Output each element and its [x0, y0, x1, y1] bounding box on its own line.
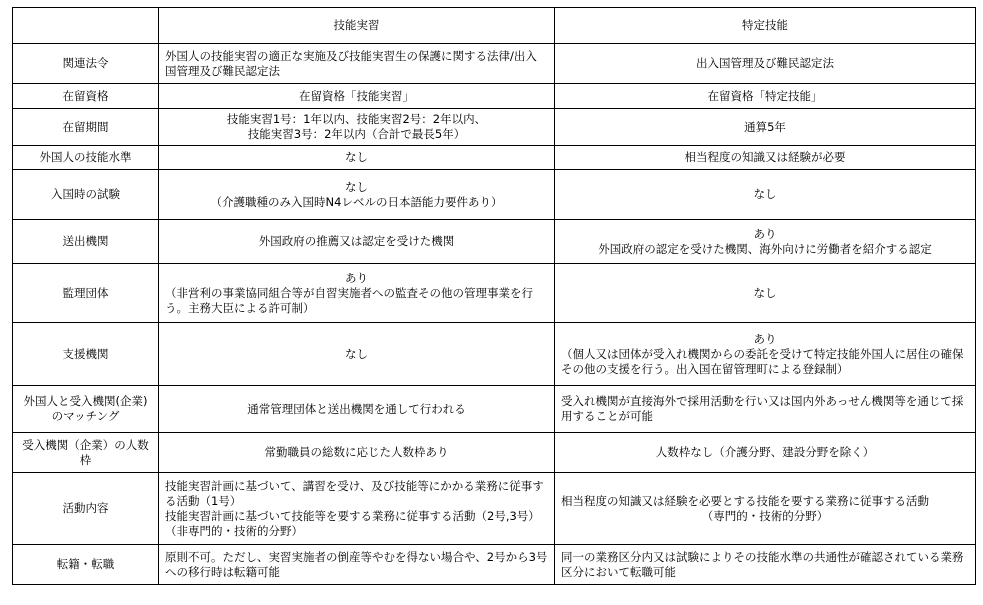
cell-quota-intern: 常勤職員の総数に応じた人数枠あり [159, 433, 555, 473]
table-row [13, 44, 976, 84]
cell-job-change-skilled: 同一の業務区分内又は試験によりその技能水準の共通性が確認されている業務区分において転職可能 [555, 545, 976, 585]
table-row [13, 220, 976, 264]
sending-org-line-2: 外国政府の認定を受けた機関、海外向けに労働者を紹介する認定 [598, 241, 932, 256]
cell-skill-level-intern: なし [159, 146, 555, 170]
support-org-line-2: （個人又は団体が受入れ機関からの委託を受けて特定技能外国人に居住の確保その他の支援を行う。出入国在留管理町による登録制） [561, 346, 964, 376]
table-row [13, 323, 976, 386]
cell-sending-org-intern: 外国政府の推薦又は認定を受けた機関 [159, 220, 555, 264]
table-row [13, 473, 976, 545]
table-row [13, 170, 976, 220]
sending-org-line-1: あり [753, 226, 777, 241]
cell-related-laws-intern: 外国人の技能実習の適正な実施及び技能実習生の保護に関する法律/出入国管理及び難民認定法 [159, 44, 555, 84]
cell-entry-exam-skilled: なし [555, 170, 976, 220]
row-label-support-org: 支援機関 [13, 323, 159, 386]
row-label-quota: 受入機関（企業）の人数枠 [13, 433, 159, 473]
entry-exam-line-1: なし [345, 179, 368, 194]
row-label-residence-status: 在留資格 [13, 84, 159, 109]
row-label-job-change: 転籍・転職 [13, 545, 159, 585]
cell-skill-level-skilled: 相当程度の知識又は経験が必要 [555, 146, 976, 170]
cell-period-of-stay-intern [159, 109, 555, 146]
cell-activities-skilled [555, 473, 976, 545]
supervising-org-line-1: あり [345, 270, 368, 285]
table-row [13, 146, 976, 170]
activities-intern-line-2: 技能実習計画に基づいて技能等を要する業務に従事する活動（2号,3号）（非専門的・技術的分野） [165, 508, 540, 538]
cell-supervising-org-skilled: なし [555, 264, 976, 323]
activities-skilled-line-2: （専門的・技術的分野） [701, 508, 829, 523]
table-row [13, 264, 976, 323]
cell-matching-intern: 通常管理団体と送出機関を通して行われる [159, 386, 555, 433]
table-row [13, 109, 976, 146]
row-label-supervising-org: 監理団体 [13, 264, 159, 323]
supervising-org-line-2: （非営利の事業協同組合等が自習実施者への監査その他の管理事業を行う。主務大臣による許可制） [165, 285, 533, 315]
cell-supervising-org-intern [159, 264, 555, 323]
table-row [13, 386, 976, 433]
period-line-2: 技能実習3号：2年以内（合計で最長5年） [247, 127, 466, 141]
row-label-sending-org: 送出機関 [13, 220, 159, 264]
cell-support-org-intern: なし [159, 323, 555, 386]
column-header-technical-intern: 技能実習 [159, 8, 555, 44]
row-label-skill-level: 外国人の技能水準 [13, 146, 159, 170]
table-row [13, 545, 976, 585]
header-corner-cell [13, 8, 159, 44]
table-header-row [13, 8, 976, 44]
support-org-line-1: あり [753, 331, 777, 346]
cell-support-org-skilled [555, 323, 976, 386]
table-row [13, 84, 976, 109]
cell-sending-org-skilled [555, 220, 976, 264]
cell-job-change-intern: 原則不可。ただし、実習実施者の倒産等やむを得ない場合や、2号から3号への移行時は転籍可能 [159, 545, 555, 585]
row-label-entry-exam: 入国時の試験 [13, 170, 159, 220]
row-label-related-laws: 関連法令 [13, 44, 159, 84]
row-label-period-of-stay: 在留期間 [13, 109, 159, 146]
activities-intern-line-1: 技能実習計画に基づいて、講習を受け、及び技能等にかかる業務に従事する活動（1号） [165, 478, 544, 508]
period-line-1: 技能実習1号：1年以内、技能実習2号：2年以内、 [226, 112, 487, 126]
cell-residence-status-skilled: 在留資格「特定技能」 [555, 84, 976, 109]
cell-quota-skilled: 人数枠なし（介護分野、建設分野を除く） [555, 433, 976, 473]
cell-matching-skilled: 受入れ機関が直接海外で採用活動を行い又は国内外あっせん機関等を通じて採用することが可能 [555, 386, 976, 433]
row-label-matching: 外国人と受入機関(企業)のマッチング [13, 386, 159, 433]
cell-related-laws-skilled: 出入国管理及び難民認定法 [555, 44, 976, 84]
cell-activities-intern [159, 473, 555, 545]
cell-entry-exam-intern [159, 170, 555, 220]
cell-residence-status-intern: 在留資格「技能実習」 [159, 84, 555, 109]
activities-skilled-line-1: 相当程度の知識又は経験を必要とする技能を要する業務に従事する活動 [561, 493, 929, 508]
row-label-activities: 活動内容 [13, 473, 159, 545]
entry-exam-line-2: （介護職種のみ入国時N4レベルの日本語能力要件あり） [210, 194, 503, 209]
cell-period-of-stay-skilled: 通算5年 [555, 109, 976, 146]
comparison-table [12, 7, 976, 585]
table-row [13, 433, 976, 473]
column-header-specified-skilled: 特定技能 [555, 8, 976, 44]
